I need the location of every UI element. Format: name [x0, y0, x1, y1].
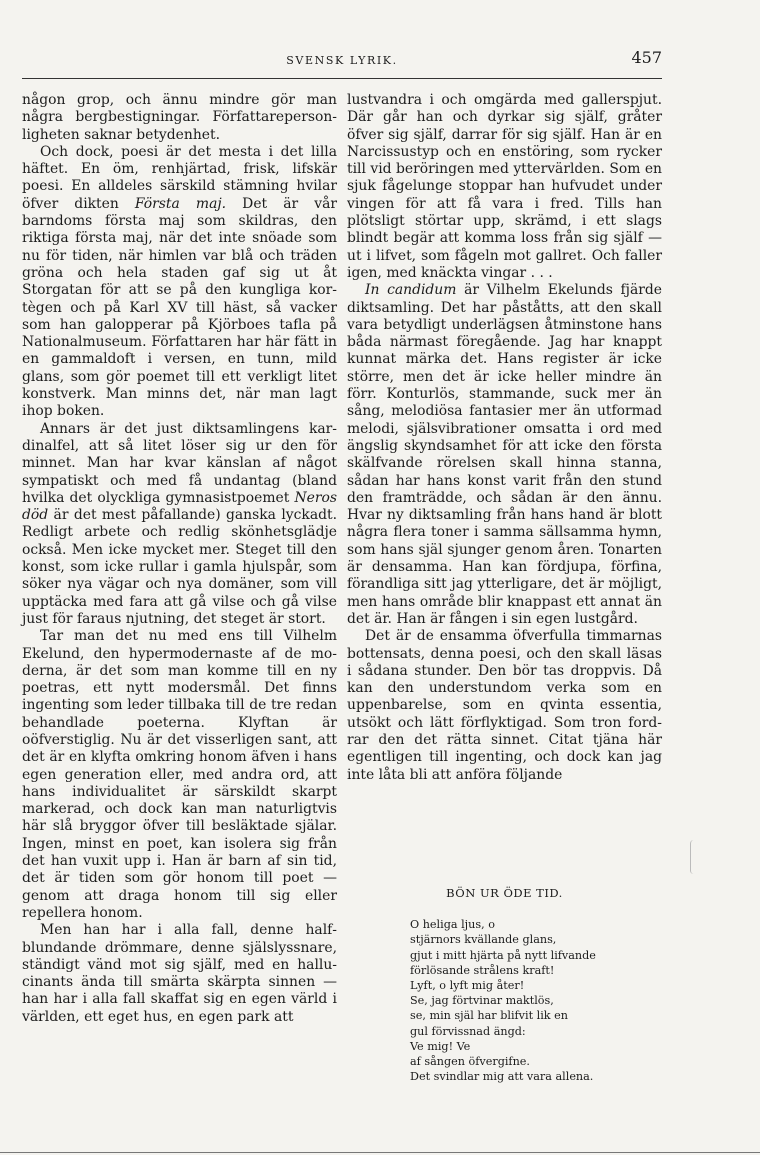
- poem-line: Det svindlar mig att vara allena.: [410, 1070, 594, 1084]
- paragraph-text: är det mest påfallande) ganska lyckadt. Redligt arbete och redlig skönhetsglädje också. Men icke mycket mer. Steget till den konst, som icke rullar i gamla hjulspår, som söker nya vägar och nya domäner, som vill upptäcka med fara att gå vilse och gå vilse just för faraus njutning, det steget är stort.: [22, 507, 337, 627]
- poem-block: [347, 886, 662, 1084]
- paragraph-text: Annars är det just diktsamlingens kardinalfel, att så litet löser sig ur den för minnet. Man har kvar känslan af något sympatiskt och med få undantag (bland hvilka det olyckliga gymnasistpoemet: [22, 420, 337, 506]
- paragraph: lustvandra i och omgärda med gallerspjut. Där går han och dyrkar sig själf, gråter öfver sig själf, darrar för sig själf. Han är en Narcissustyp och en enstöring, som rycker till vid beröringen med yttervärlden. Som en sjuk fågelunge stoppar han hufvudet under vingen för att få vara i fred. Tills han plötsligt störtar upp, skrämd, i ett slags blindt begär att komma loss från sig själf — ut i lifvet, som fågeln mot gallret. Och faller igen, med knäckta vingar . . .: [347, 92, 662, 281]
- poem-line: se, min själ har blifvit lik en: [410, 1009, 568, 1023]
- poem-line: Ve mig! Ve: [410, 1039, 471, 1053]
- poem-line: stjärnors kvällande glans,: [410, 933, 557, 947]
- page-header: [22, 48, 662, 78]
- paragraph: [347, 282, 662, 628]
- paragraph-text: Och dock, poesi är det mesta i det lilla häftet. En öm, renhjärtad, frisk, lifskär poesi. En alldeles särskild stämning hvilar öfver dikten: [22, 143, 337, 212]
- paragraph: [22, 421, 337, 629]
- poem-line: gjut i mitt hjärta på nytt lifvande: [410, 948, 596, 962]
- scan-edge: [0, 1152, 760, 1153]
- poem-lines: [347, 917, 662, 1084]
- right-column: [347, 92, 662, 784]
- header-rule: [22, 78, 662, 79]
- margin-mark: [690, 840, 697, 874]
- paragraph: Men han har i alla fall, denne halfblundande drömmare, denne själslyssnare, ständigt vänd mot sig själf, med en hallucinants ända till smärta skärpta sinnen — han har i alla fall skaffat sig en egen värld i världen, ett eget hus, en egen park att: [22, 922, 337, 1025]
- paragraph: [22, 144, 337, 421]
- paragraph-text: Det är vår barndoms första maj som skildras, den riktiga första maj, när det inte snöade som nu för tiden, när himlen var blå och träden gröna och hela staden gaf sig ut åt Storgatan för att se på den kungliga kortègen och på Karl XV till häst, så vacker som han galopperar på Kjörboes tafla på Nationalmuseum. Författaren har här fätt in en gammaldoft i versen, en tunn, mild glans, som gör poemet till ett verkligt litet konstverk. Man minns det, när man lagt ihop boken.: [22, 195, 338, 420]
- poem-line: af sången öfvergifne.: [410, 1055, 530, 1069]
- poem-line: O heliga ljus, o: [410, 918, 495, 932]
- paragraph-text: är Vilhelm Ekelunds fjärde diktsamling. Det har påståtts, att den skall vara betydligt underlägsen åtminstone hans båda närmast föregående. Jag har knappt kunnat märka det. Hans register är icke större, men det är icke heller mindre än förr. Konturlös, stammande, suck mer än sång, melodiösa fantasier mer än utformad melodi, själsvibrationer omsatta i ord med ängslig skyndsamhet för att icke den första skälfvande rörelsen skall hinna stanna, sådan har hans konst varit från den stund den framträdde, och sådan är den ännu. Hvar ny diktsamling från hans hand är blott några flera toner i samma sällsamma hymn, som hans själ sjunger genom åren. Tonarten är densamma. Han kan fördjupa, förfina, förandliga sitt jag ytterligare, det är möjligt, men hans område blir knappast ett annat än det är. Han är fången i sin egen lustgård.: [347, 282, 663, 627]
- poem-title-reference: Första maj.: [134, 195, 227, 212]
- poem-title: BÖN UR ÖDE TID.: [446, 886, 563, 900]
- paragraph: Tar man det nu med ens till Vilhelm Ekelund, den hypermodernaste af de moderna, är det som man komme till en ny poetras, ett nytt modersmål. Det finns ingenting som leder tillbaka till de tre redan behandlade poeterna. Klyftan är oöfverstiglig. Nu är det visserligen sant, att det är en klyfta omkring honom äfven i hans egen generation eller, med andra ord, att hans individualitet är särskildt skarpt markerad, och dock kan man naturligtvis här slå bryggor öfver till besläktade själar. Ingen, minst en poet, kan isolera sig från det han vuxit upp i. Han är barn af sin tid, det är tiden som gör honom till poet — genom att draga honom till sig eller repellera honom.: [22, 628, 337, 921]
- running-title: SVENSK LYRIK.: [286, 54, 398, 67]
- book-title-reference: In candidum: [365, 282, 457, 299]
- poem-line: Lyft, o lyft mig åter!: [410, 979, 525, 993]
- left-column: [22, 92, 337, 1026]
- poem-line: förlösande strålens kraft!: [410, 963, 555, 977]
- paragraph: någon grop, och ännu mindre gör man några bergbestigningar. Författarepersonligheten saknar betydenhet.: [22, 92, 337, 143]
- poem-line: Se, jag förtvinar maktlös,: [410, 994, 554, 1008]
- poem-title-reference: Neros död: [22, 489, 337, 524]
- poem-line: gul förvissnad ängd:: [410, 1024, 526, 1038]
- paragraph: Det är de ensamma öfverfulla timmarnas bottensats, denna poesi, och den skall läsas i sådana stunder. Den bör tas droppvis. Då kan den understundom verka som en uppenbarelse, som en qvinta essentia, utsökt och lätt förflyktigad. Som tron fordrar den det rätta sinnet. Citat tjäna här egentligen till ingenting, och dock kan jag inte låta bli att anföra följande: [347, 628, 662, 783]
- page-number: 457: [631, 48, 662, 67]
